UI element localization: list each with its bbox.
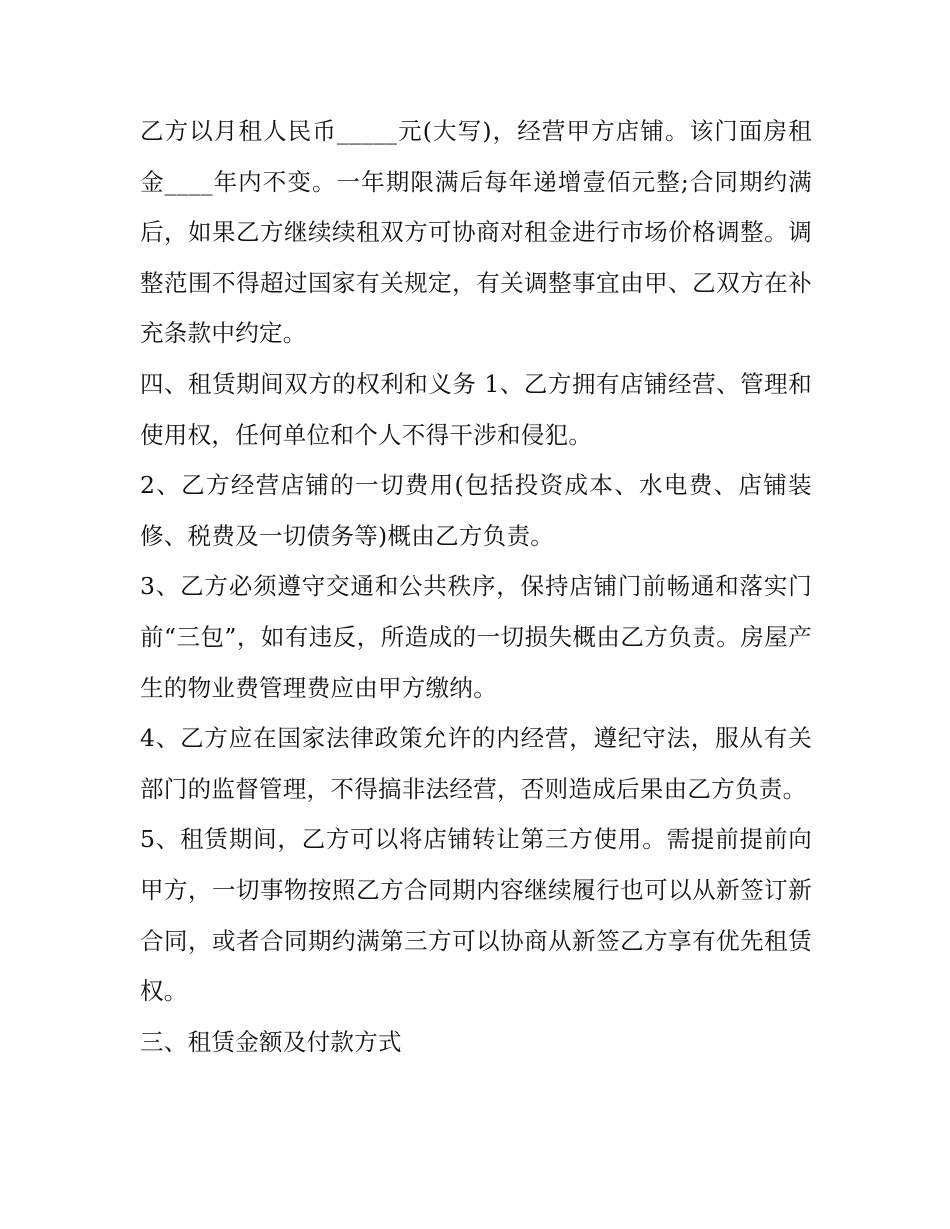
paragraph-rights-obligations: 四、租赁期间双方的权利和义务 1、乙方拥有店铺经营、管理和使用权，任何单位和个人不得干涉和侵犯。 (140, 369, 812, 449)
section-heading-payment: 三、租赁金额及付款方式 (140, 1027, 402, 1056)
paragraph-clause-4: 4、乙方应在国家法律政策允许的内经营，遵纪守法，服从有关部门的监督管理，不得搞非法经营，否则造成后果由乙方负责。 (140, 724, 812, 803)
document-body (140, 106, 812, 1067)
paragraph-clause-5: 5、租赁期间，乙方可以将店铺转让第三方使用。需提前提前向甲方，一切事物按照乙方合同期内容继续履行也可以从新签订新合同，或者合同期约满第三方可以协商从新签乙方享有优先租赁权。 (140, 825, 812, 1006)
paragraph-clause-3: 3、乙方必须遵守交通和公共秩序，保持店铺门前畅通和落实门前“三包”，如有违反，所造成的一切损失概由乙方负责。房屋产生的物业费管理费应由甲方缴纳。 (140, 572, 812, 702)
paragraph-rent-terms: 乙方以月租人民币_____元(大写)，经营甲方店铺。该门面房租金____年内不变。一年期限满后每年递增壹佰元整;合同期约满后，如果乙方继续续租双方可协商对租金进行市场价格调整。调整范围不得超过国家有关规定，有关调整事宜由甲、乙双方在补充条款中约定。 (140, 117, 812, 348)
paragraph-clause-2: 2、乙方经营店铺的一切费用(包括投资成本、水电费、店铺装修、税费及一切债务等)概由乙方负责。 (140, 471, 812, 550)
